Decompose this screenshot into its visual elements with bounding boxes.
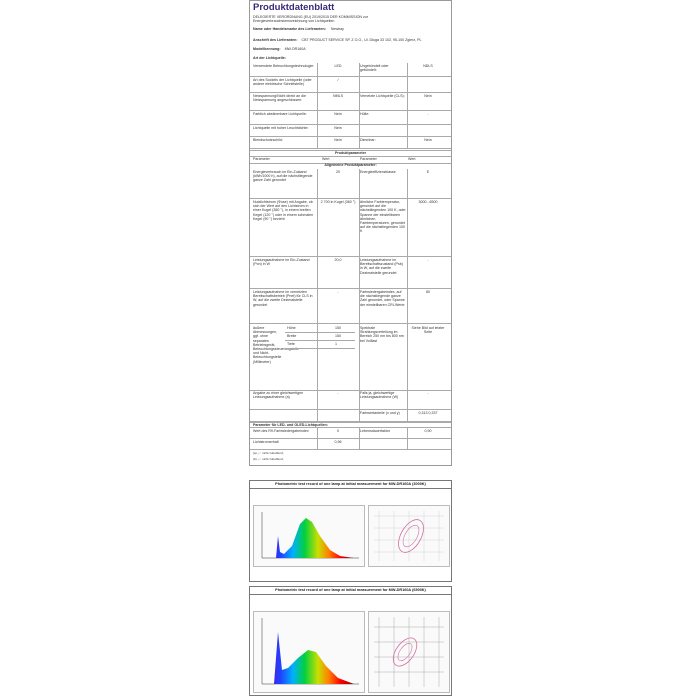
led-params-header: Parameter für LED- und OLED-Lichtquellen: [250, 422, 451, 428]
table-cell: Farblich abstimmbare Lichtquelle: [253, 112, 307, 116]
table-cell: 0,90 [424, 429, 432, 433]
table-cell: / [337, 78, 339, 82]
table-cell: Leistungsaufnahme im Ein-Zustand (Pon) in W [253, 258, 310, 267]
spectrum-panel [253, 611, 365, 693]
table-cell: - [337, 290, 339, 294]
table-cell: Leistungsaufnahme im vernetzten Bereitschaftsbetrieb (Pnet) für CLS in W, auf die zweite Dezimalstelle gerundet [253, 290, 313, 307]
table-cell: 80 [426, 290, 430, 294]
spectrum-plot [254, 612, 364, 692]
dimension-name: Tiefe [287, 342, 295, 346]
model-value: MW-DR160A [284, 47, 306, 51]
chromaticity-plot [369, 506, 449, 566]
table-row [250, 93, 451, 111]
table-cell: Lichtquelle mit hoher Leuchtdichte: [253, 126, 309, 130]
table-cell: Nein [424, 138, 432, 142]
table-cell: LED [334, 64, 342, 68]
supplier-address-value: CBT PRODUCT SERVICE SP. Z O.O., Ul. Długa 33 102, 95-100 Zgierz, PL [301, 38, 422, 42]
product-params-header: Produktparameter [250, 150, 451, 155]
table-cell: NMLS [333, 94, 343, 98]
table-row [250, 289, 451, 324]
model-row [253, 47, 449, 51]
table-divider [317, 390, 318, 422]
table-divider [317, 324, 318, 390]
dimension-value: 1 [335, 342, 337, 346]
table-cell: Nutzlichtstrom (Φuse) mit Angabe, ob sich der Wert auf den Lichtstrom in einer Kugel (360 °), in einem breiten Kegel (120 °) oder in einem schmalen Kegel (90 °) bezieht [253, 200, 314, 221]
table-cell: Blendschutzschild: [253, 138, 283, 142]
chromaticity-panel [368, 611, 450, 693]
spectral-label: Spektrale Strahlungsverteilung im Bereich 250 nm bis 800 nm bei Volllast [360, 326, 404, 343]
table-row [250, 439, 451, 450]
table-cell: 20,0 [334, 258, 342, 262]
supplier-address-row [253, 38, 449, 42]
param-header-p2: Parameter [360, 157, 377, 161]
table-row [250, 125, 451, 137]
dimension-name: Höhe [287, 326, 296, 330]
dimension-value: 150 [335, 326, 341, 330]
general-params-table [250, 169, 451, 324]
table-divider [359, 324, 360, 390]
report-title: Photometric test record of one lamp at initial measurement for MW-DR160A (3000K) [250, 481, 451, 489]
table-cell: NDLS [423, 64, 433, 68]
table-cell: Lebensdauerfaktor [360, 429, 390, 433]
table-row [250, 63, 451, 77]
table-cell: Nein [334, 112, 342, 116]
table-cell: - [427, 112, 429, 116]
table-cell: Angabe zu einer gleichwertigen Leistungsaufnahme (a) [253, 391, 304, 400]
dimension-value: 150 [335, 334, 341, 338]
table-cell: - [427, 391, 429, 395]
table-cell: Farbwertanteile (x und y) [360, 411, 400, 415]
table-cell: Nein [424, 94, 432, 98]
table-divider [407, 63, 408, 149]
table-cell: Energieverbrauch im Ein-Zustand (kWh/1000 h), auf die nächstliegende ganze Zahl gerundet [253, 170, 313, 183]
table-cell: Nein [334, 126, 342, 130]
footnote-2: (b) „-“: nicht zutreffend; [253, 457, 284, 461]
table-cell: Falls ja, gleichwertige Leistungsaufnahme (W) [360, 391, 399, 400]
dimension-name: Breite [287, 334, 297, 338]
supplier-name-row [253, 27, 449, 31]
table-cell: Lichtstromerhalt [253, 440, 279, 444]
dimensions-items [285, 325, 355, 349]
table-cell: Netzspannung/Nicht direkt an die Netzspannung angeschlossen: [253, 94, 306, 103]
table-cell: 2 700 in Kugel (360 °) [320, 200, 356, 204]
table-row [250, 390, 451, 410]
chromaticity-panel [368, 505, 450, 567]
table-cell: Nein [334, 138, 342, 142]
table-row [250, 77, 451, 93]
table-divider [359, 390, 360, 422]
table-cell: 0,96 [334, 440, 342, 444]
spectrum-plot [254, 506, 364, 566]
supplier-name-label: Name oder Handelsmarke des Lieferanten: [253, 27, 326, 31]
table-cell: 0 [337, 429, 339, 433]
table-row [250, 257, 451, 289]
lightsource-type-table [250, 63, 451, 149]
table-divider [317, 428, 318, 450]
lightsource-type-header: Art der Lichtquelle: [253, 56, 286, 60]
table-cell: 3000...6500 [418, 200, 438, 204]
dimensions-block [250, 324, 451, 391]
table-row [250, 137, 451, 149]
spectral-value: Siehe Bild auf letzter Seite [411, 326, 445, 335]
table-cell: Art des Sockels der Lichtquelle (oder andere elektrische Schnittstelle) [253, 78, 312, 87]
table-row [250, 199, 451, 257]
table-cell [360, 78, 406, 92]
param-header-w1: Wert [322, 157, 330, 161]
sheet-title: Produktdatenblatt [253, 2, 335, 13]
table-divider [317, 169, 318, 324]
table-cell: Farbwiedergabeindex, auf die nächstliegende ganze Zahl gerundet, oder Spanne der einstellbaren CRI-Werte [360, 290, 405, 307]
equivalent-power-table [250, 390, 451, 422]
general-params-header: Allgemeine Produktparameter: [324, 163, 377, 167]
table-cell: Hülle: [360, 112, 370, 116]
photometric-report-6500k [249, 586, 452, 696]
table-cell: Leistungsaufnahme im Bereitschaftszustand (Psb) in W, auf die zweite Dezimalstelle gerundet [360, 258, 403, 275]
table-cell [408, 440, 448, 449]
dimension-row [285, 325, 355, 333]
table-cell [408, 126, 448, 136]
table-cell: Ungebündelt oder gebündelt: [360, 64, 389, 73]
table-cell: Verwendete Beleuchtungstechnologie: [253, 64, 315, 68]
dimension-row [285, 333, 355, 341]
table-divider [407, 390, 408, 422]
spectrum-panel [253, 505, 365, 567]
supplier-name-value: Newbay [330, 27, 344, 31]
table-cell: Energieeffizienzklasse [360, 170, 396, 174]
table-divider [407, 324, 408, 390]
table-cell: - [337, 391, 339, 395]
table-cell: Vernetzte Lichtquelle (CLS): [360, 94, 405, 98]
report-title: Photometric test record of one lamp at initial measurement for MW-DR160A (6500K) [250, 587, 451, 595]
table-row [250, 169, 451, 199]
table-cell: E [426, 170, 430, 174]
table-cell: - [427, 258, 429, 262]
table-cell [360, 440, 406, 449]
table-divider [317, 63, 318, 149]
table-cell [360, 126, 406, 136]
table-cell: Wert des R9-Farbwiedergabeindex [253, 429, 309, 433]
led-params-table [250, 428, 451, 450]
table-divider [359, 428, 360, 450]
param-header-w2: Wert [408, 157, 416, 161]
table-cell [253, 411, 317, 421]
table-divider [359, 169, 360, 324]
table-divider [359, 63, 360, 149]
footnote-1: (a) „-“: nicht zutreffend; [253, 451, 284, 455]
table-cell [318, 411, 358, 421]
regulation-text: DELEGIERTE VERORDNUNG (EU) 2019/2015 DER KOMMISSION zur Energieverbrauchskennzeichnung von Lichtquellen [253, 15, 368, 24]
supplier-address-label: Anschrift des Lieferanten: [253, 38, 298, 42]
table-row [250, 111, 451, 125]
table-cell: 0,313 0,337 [418, 411, 438, 415]
table-cell: ähnliche Farbtemperatur, gerundet auf die nächstliegenden 100 K, oder Spanne der einstellbaren ähnlichen Farbtemperaturen, gerundet auf die nächstliegenden 100 K [360, 200, 406, 234]
table-row [250, 410, 451, 422]
chromaticity-plot [369, 612, 449, 692]
table-cell [408, 78, 448, 92]
photometric-report-3000k [249, 480, 452, 582]
table-cell: Dimmbar: [360, 138, 376, 142]
table-divider [407, 428, 408, 450]
param-header-p1: Parameter [253, 157, 270, 161]
dimensions-label: äußere Abmessungen, ggf. ohne separates Betriebsgerät, Beleuchtungssteuerungsteile und Nicht-Beleuchtungsteile (Millimeter) [253, 326, 300, 364]
table-cell: 20 [336, 170, 340, 174]
table-row [250, 428, 451, 439]
table-divider [407, 169, 408, 324]
dimension-row [285, 341, 355, 349]
model-label: Modellkennung: [253, 47, 281, 51]
